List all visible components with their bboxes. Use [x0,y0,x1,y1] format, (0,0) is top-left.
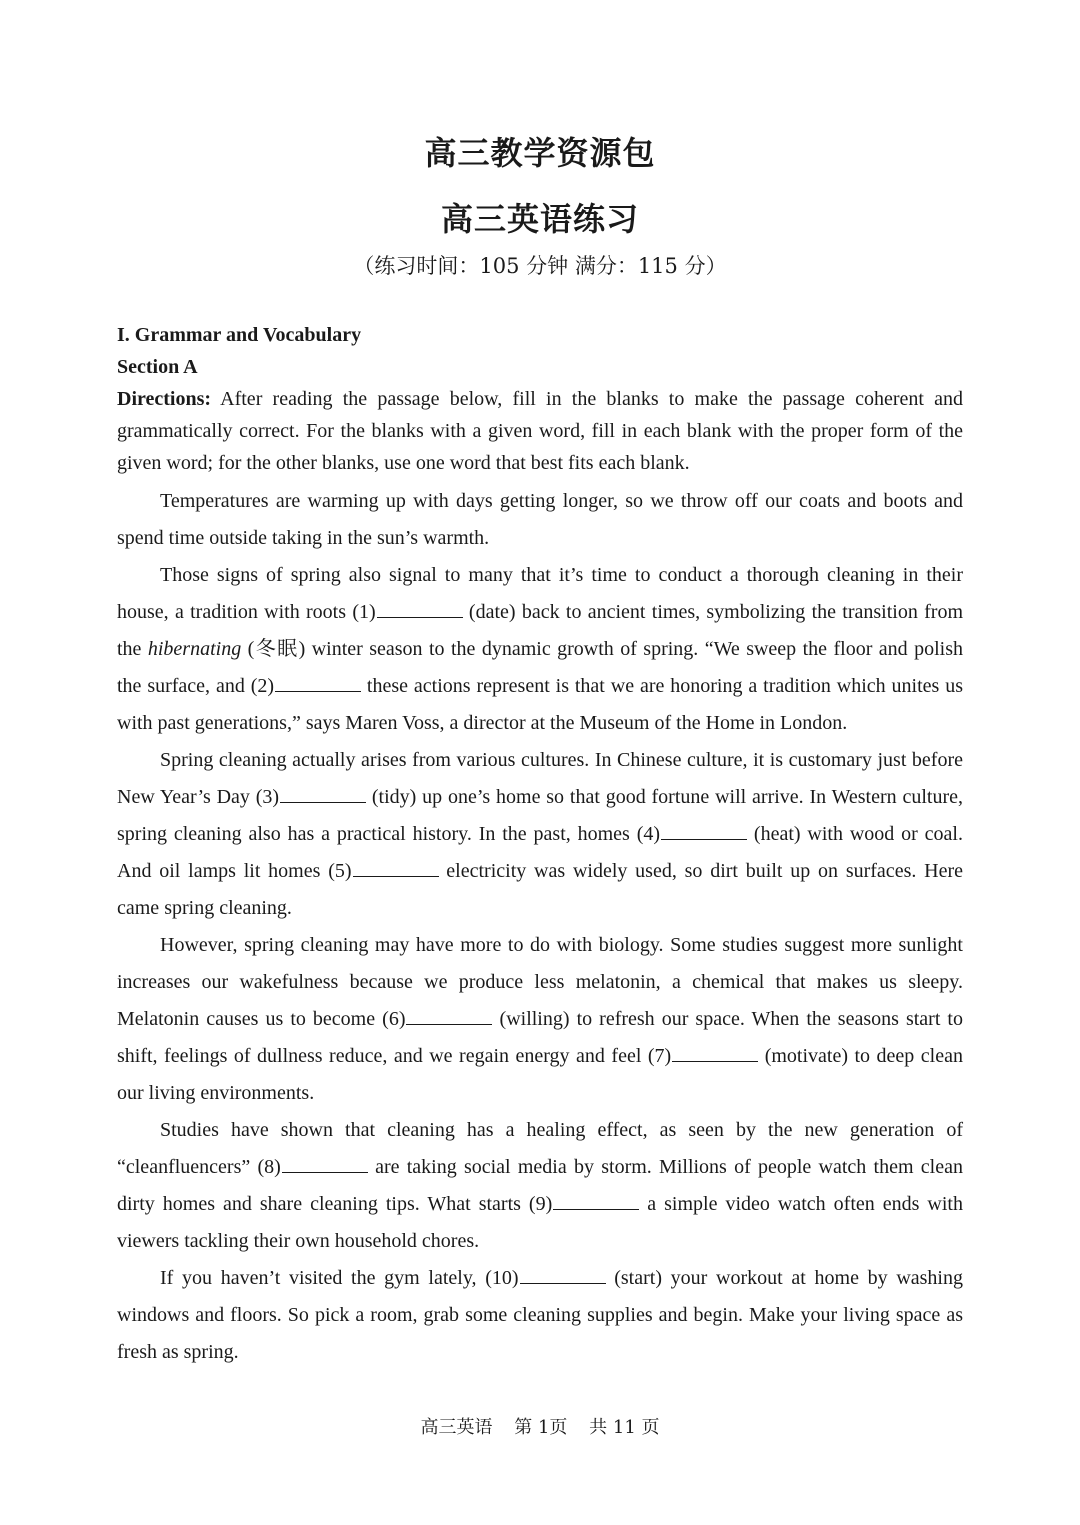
directions-text: After reading the passage below, fill in the blanks to make the passage coherent and grammatically correct. For the blanks with a given word, fill in each blank with the proper form of the given word; for the other blanks, use one word that best fits each blank. [117,388,963,474]
blank-number: (5) [328,860,352,882]
paragraph-text: a simple video watch often ends with viewers tackling their own household chores. [117,1193,963,1252]
paragraph-text: If you haven’t visited the gym lately, [160,1267,486,1289]
paragraph-text: (冬眠) winter season to the dynamic growth of spring. “We sweep the floor and polish the surface, and [117,638,963,697]
blank-1[interactable] [352,601,462,623]
blank-number: (4) [636,823,661,845]
blank-line [280,801,366,803]
footer-subject: 高三英语 [420,1417,493,1438]
blank-number: (6) [382,1008,406,1030]
paragraph-text: these actions represent is that we are honoring a tradition which unites us with past generations,” says Maren Voss, a director at the Museum of the Home in London. [117,675,964,734]
paragraph-text: Temperatures are warming up with days getting longer, so we throw off our coats and boots and spend time outside taking in the sun’s warmth. [117,490,963,549]
paragraph-4 [117,927,963,1112]
paragraph-text: (tidy) up one’s home so that good fortune will arrive. In Western culture, spring cleaning also has a practical history. In the past, homes [117,786,963,845]
paragraph-1 [117,483,963,557]
blank-number: (1) [352,601,376,623]
paragraph-text: (start) your workout at home by washing windows and floors. So pick a room, grab some cleaning supplies and begin. Make your living space as fresh as spring. [117,1267,963,1363]
exam-title: 高三英语练习 [440,200,639,238]
blank-8[interactable] [257,1156,367,1178]
paragraph-text: (heat) with wood or coal. And oil lamps lit homes [117,823,963,882]
blank-2[interactable] [251,675,361,697]
page-title: 高三教学资源包 [424,134,656,172]
blank-number: (2) [250,675,275,697]
blank-line [282,1171,368,1173]
paragraph-3 [117,742,963,927]
paragraph-text: (date) back to ancient times, symbolizing the transition from the [117,601,964,660]
blank-number: (9) [528,1193,553,1215]
exam-meta: （练习时间：105 分钟 满分：115 分） [353,254,727,278]
blank-5[interactable] [328,860,438,882]
blank-line [672,1060,758,1062]
directions-label: Directions: [117,388,212,410]
paragraph-text: (motivate) to deep clean our living environments. [117,1045,963,1104]
paragraph-text: Those signs of spring also signal to many that it’s time to conduct a thorough cleaning in their house, a tradition with roots [117,564,963,623]
blank-3[interactable] [256,786,366,808]
directions [117,383,963,479]
blank-number: (3) [255,786,280,808]
paragraph-text: Studies have shown that cleaning has a healing effect, as seen by the new generation of “cleanfluencers” [117,1119,963,1178]
footer-total-pages: 共 11 页 [589,1417,660,1438]
blank-line [661,838,747,840]
paragraph-text: Spring cleaning actually arises from various cultures. In Chinese culture, it is customary just before New Year’s Day [117,749,963,808]
blank-line [275,690,361,692]
part-heading: I. Grammar and Vocabulary [117,324,362,346]
blank-6[interactable] [382,1008,492,1030]
paragraph-text: electricity was widely used, so dirt built up on surfaces. Here came spring cleaning. [117,860,963,919]
paragraph-2 [117,557,963,742]
blank-number: (10) [485,1267,519,1289]
blank-7[interactable] [648,1045,758,1067]
footer-page-number: 第 1页 [514,1417,568,1438]
blank-line [406,1023,492,1025]
blank-line [520,1282,606,1284]
blank-number: (8) [257,1156,281,1178]
blank-number: (7) [647,1045,672,1067]
blank-line [553,1208,639,1210]
paragraph-5 [117,1112,963,1260]
blank-line [377,616,463,618]
italic-word: hibernating [147,638,242,660]
paragraph-6 [117,1260,963,1371]
blank-4[interactable] [637,823,747,845]
section-heading: Section A [117,356,198,378]
blank-10[interactable] [485,1267,605,1289]
exam-content [117,319,963,1371]
paragraph-text: (willing) to refresh our space. When the seasons start to shift, feelings of dullness reduce, and we regain energy and feel [117,1008,963,1067]
blank-line [353,875,439,877]
paragraph-text: are taking social media by storm. Millions of people watch them clean dirty homes and share cleaning tips. What starts [117,1156,963,1215]
blank-9[interactable] [529,1193,639,1215]
page-footer [0,1413,1080,1439]
paragraph-text: However, spring cleaning may have more to do with biology. Some studies suggest more sunlight increases our wakefulness because we produce less melatonin, a chemical that makes us sleepy. Melatonin causes us to become [117,934,963,1030]
